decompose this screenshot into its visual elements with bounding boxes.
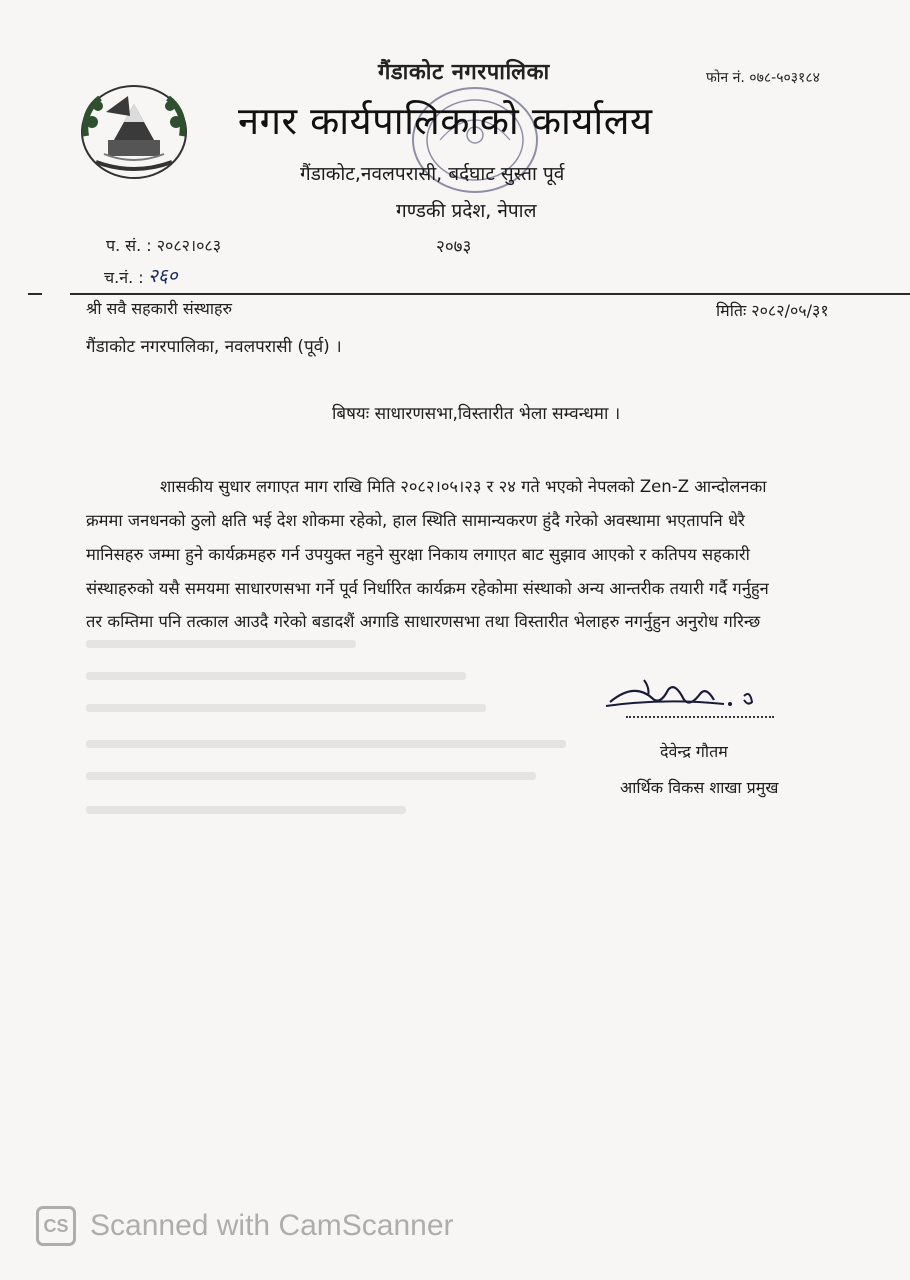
bleed-through-line <box>86 704 486 712</box>
body-line: क्रममा जनधनको ठुलो क्षति भई देश शोकमा रहेको, हाल स्थिति सामान्यकरण हुंदै गरेको अवस्थामा भएतापनि धेरै <box>86 511 745 530</box>
dispatch-label: च.नं. : <box>104 268 144 287</box>
body-line: तर कम्तिमा पनि तत्काल आउदै गरेको बडादशैं अगाडि साधारणसभा तथा विस्तारीत भेलाहरु नगर्नुहुन अनुरोध गरिन्छ <box>86 612 761 631</box>
camscanner-logo-icon: CS <box>36 1206 76 1246</box>
bleed-through-line <box>86 806 406 814</box>
signer-name: देवेन्द्र गौतम <box>660 742 728 761</box>
recipient-line-2: गैंडाकोट नगरपालिका, नवलपरासी (पूर्व) । <box>86 337 342 357</box>
letter-date: मितिः २०८२/०५/३१ <box>716 301 829 320</box>
municipality-name: गैंडाकोट नगरपालिका <box>378 60 550 85</box>
bleed-through-line <box>86 640 356 648</box>
nepal-emblem-icon <box>78 82 190 182</box>
address-line-1: गैंडाकोट,नवलपरासी, बर्दघाट सुस्ता पूर्व <box>300 163 565 185</box>
divider-gap <box>42 292 70 296</box>
body-line: शासकीय सुधार लगाएत माग राखि मिति २०८२।०५।२३ र २४ गते भएको नेपलको Zen-Z आन्दोलनका <box>160 477 767 496</box>
watermark-text: Scanned with CamScanner <box>90 1209 454 1242</box>
body-line: मानिसहरु जम्मा हुने कार्यक्रमहरु गर्न उपयुक्त नहुने सुरक्षा निकाय लगाएत बाट सुझाव आएको र कतिपय सहकारी <box>86 545 750 564</box>
phone-number: फोन नं. ०७८-५०३१८४ <box>706 70 820 86</box>
dispatch-number: २६० <box>148 265 178 287</box>
bleed-through-line <box>86 772 536 780</box>
handwritten-signature <box>604 676 764 720</box>
address-line-2: गण्डकी प्रदेश, नेपाल <box>396 200 537 222</box>
signer-title: आर्थिक विकस शाखा प्रमुख <box>620 778 779 797</box>
body-line: संस्थाहरुको यसै समयमा साधारणसभा गर्ने पूर्व निर्धारित कार्यक्रम रहेकोमा संस्थाको अन्य आन्तरीक तयारी गर्दै गर्नुहुन <box>86 579 769 598</box>
bleed-through-line <box>86 672 466 680</box>
bleed-through-line <box>86 740 566 748</box>
letter-subject: बिषयः साधारणसभा,विस्तारीत भेला सम्वन्धमा । <box>332 404 621 424</box>
office-title: नगर कार्यपालिकाको कार्यालय <box>238 99 653 143</box>
header-divider <box>28 293 910 295</box>
reference-number: प. सं. : २०८२।०८३ <box>106 236 222 255</box>
established-year: २०७३ <box>436 237 472 257</box>
signature-line <box>626 716 774 718</box>
recipient-line-1: श्री सवै सहकारी संस्थाहरु <box>86 299 233 318</box>
scanner-watermark <box>36 1206 454 1246</box>
